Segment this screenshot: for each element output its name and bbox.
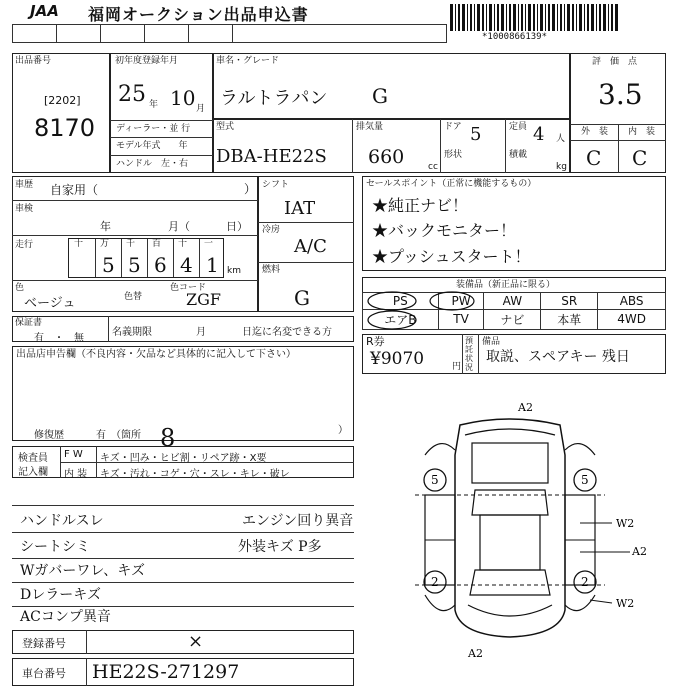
equipment-label: 装備品（新正品に限る） [456,280,556,290]
exterior-grade: C [586,146,602,170]
mileage-unit-3: 百 [152,239,162,249]
equipment-4wd: 4WD [598,309,666,329]
color-change-label: 色替 [124,292,143,302]
note-right-1: エンジン回り異音 [242,513,354,529]
usage-label: 車歴 [15,180,34,190]
color-value: ベージュ [24,296,76,311]
plate-label: 登録番号 [22,637,66,650]
deposit-label: 預託状況 [465,336,473,372]
top-strip [12,24,447,43]
registration-label: 初年度登録年月 [115,56,179,66]
displacement-unit: cc [428,162,438,172]
door-label: ドア [444,122,462,132]
mileage-digit-1: 5 [102,253,115,277]
warranty-options: 有 ・ 無 [34,333,84,344]
load-unit: kg [556,162,567,172]
displacement-value: 660 [368,146,405,168]
barcode-icon [450,4,620,31]
inspection-month-label: 月（ [168,220,190,233]
equipment-airbag: エアB [363,309,439,329]
evaluation-label: 評 価 点 [592,57,638,67]
diagram-mark-2-rr: 2 [581,575,589,589]
equipment-sr: SR [541,293,598,310]
color-code: ZGF [186,290,221,309]
fuel-label: 燃料 [262,265,281,275]
sales-points-label: セールスポイント（正常に機能するもの） [366,179,537,189]
mileage-unit-4: 十 [178,239,188,249]
mileage-digit-5: 1 [206,253,219,277]
lot-number: 8170 [34,114,96,142]
dealer-label: ディーラー・並 行 [116,124,191,134]
page-title: 福岡オークション出品申込書 [88,5,309,24]
handle-label: ハンドル 左・右 [116,159,189,169]
sales-point-1: ★純正ナビ！ [372,196,469,215]
shift-value: IAT [284,198,316,219]
mileage-label: 走行 [15,240,34,250]
evaluation-score: 3.5 [598,78,643,111]
note-left-1: ハンドルスレ [20,513,104,529]
diagram-mark-2-rl: 2 [431,575,439,589]
month-unit: 月 [196,104,206,114]
repair-close: ） [338,425,348,436]
equipment-aw: AW [484,293,541,310]
model-year-label: モデル年式 年 [116,141,188,151]
mileage-digit-4: 4 [180,253,193,277]
mileage-unit-2: 千 [126,239,136,249]
inspection-label: 車検 [15,204,34,214]
vehicle-name-label: 車名・グレード [216,56,280,66]
diagram-mark-5-fl: 5 [431,473,439,487]
equipment-navi: ナビ [484,309,541,329]
barcode [450,4,620,31]
inspector-inner: 内 装 [64,469,88,480]
equipment-leather: 本革 [541,309,598,329]
maint-month: 月 [196,327,206,338]
mileage-digit-2: 5 [128,253,141,277]
chassis-value: HE22S-271297 [92,661,240,683]
capacity-value: 4 [533,124,545,145]
note-left-3: Wガバーワレ、キズ [20,563,145,579]
load-label: 積載 [509,150,528,160]
lot-sub-code: [2202] [44,94,81,107]
usage-close: ） [244,182,257,196]
inspection-day-label: 日） [226,220,248,233]
equipment-tv: TV [438,309,484,329]
sales-point-2: ★バックモニター！ [372,221,517,240]
displacement-label: 排気量 [356,122,384,132]
door-value: 5 [470,124,482,145]
usage-value: 自家用（ [50,183,99,197]
vehicle-type: DBA-HE22S [216,146,327,167]
equipment-pw: PW [438,293,484,310]
warranty-label: 保証書 [15,318,43,328]
aircon-value: A/C [294,236,327,257]
recycle-unit: 円 [452,362,462,372]
vehicle-grade: G [372,84,388,108]
note-left-5: ACコンプ異音 [20,609,111,625]
diagram-mark-w2-rear: W2 [616,597,635,610]
registration-month: 10 [170,86,196,110]
sales-point-3: ★プッシュスタート！ [372,247,531,266]
note-left-4: Dレラーキズ [20,587,101,603]
diagram-mark-a2-bottom: A2 [468,647,483,660]
barcode-number: *1000866139* [482,32,548,42]
mileage-unit-5: 一 [204,239,214,249]
recycle-value: ¥9070 [370,349,425,369]
inspection-year-label: 年 [100,220,111,233]
inspector-fw: F W [64,449,83,460]
diagram-mark-w2-side: W2 [616,517,635,530]
inspector-fw-text: キズ・凹み・ヒビ割・リペア跡・X要 [100,453,267,464]
inspector-label-1: 検査員 [18,453,48,464]
capacity-label: 定員 [509,122,528,132]
aircon-label: 冷房 [262,225,281,235]
note-left-2: シートシミ [20,539,90,555]
note-right-2: 外装キズ P多 [238,539,322,555]
interior-grade: C [632,146,648,170]
equipment-ps: PS [363,293,439,310]
maint-note: 日迄に名変できる方 [242,327,332,338]
lot-label: 出品番号 [15,56,52,66]
color-code-label: 色コード [170,283,207,293]
inspector-inner-text: キズ・汚れ・コゲ・穴・スレ・キレ・破レ [100,469,290,480]
repair-mark: 8 [160,424,176,452]
notes-right-value: 取説、スペアキー 残日 [486,349,630,365]
recycle-label: R券 [366,335,385,348]
repair-label: 修復歴 [34,430,64,441]
diagram-mark-5-fr: 5 [581,473,589,487]
car-diagram [380,395,680,665]
equipment-abs: ABS [598,293,666,310]
plate-value: × [188,631,204,652]
year-unit: 年 [149,100,159,110]
fuel-value: G [294,286,310,310]
shift-label: シフト [262,180,290,190]
vehicle-name: ラルトラパン [220,88,328,109]
shape-label: 形状 [444,150,463,160]
color-label: 色 [15,283,25,293]
seller-notes-label: 出品店申告欄（不良内容・欠品など具体的に記入して下さい） [16,349,296,360]
equipment-circle-marks [362,290,492,332]
chassis-label: 車台番号 [22,667,66,680]
mileage-digit-3: 6 [154,253,167,277]
interior-label: 内 装 [628,127,656,137]
repair-value: 有 （箇所 [96,430,141,441]
registration-year: 25 [118,82,146,107]
mileage-unit-0: 十 [74,239,84,249]
diagram-mark-a2-top: A2 [518,401,533,414]
maint-label: 名義期限 [112,327,152,338]
notes-right-label: 備品 [482,337,501,347]
diagram-mark-a2-side: A2 [632,545,647,558]
mileage-unit: km [227,266,241,276]
lot-box [12,53,110,173]
logo: JAA [30,2,59,20]
capacity-unit: 人 [556,134,566,144]
type-label: 型式 [216,122,235,132]
mileage-unit-1: 万 [100,239,110,249]
odometer [68,238,224,278]
exterior-label: 外 装 [581,127,609,137]
inspector-label-2: 記入欄 [18,467,48,478]
